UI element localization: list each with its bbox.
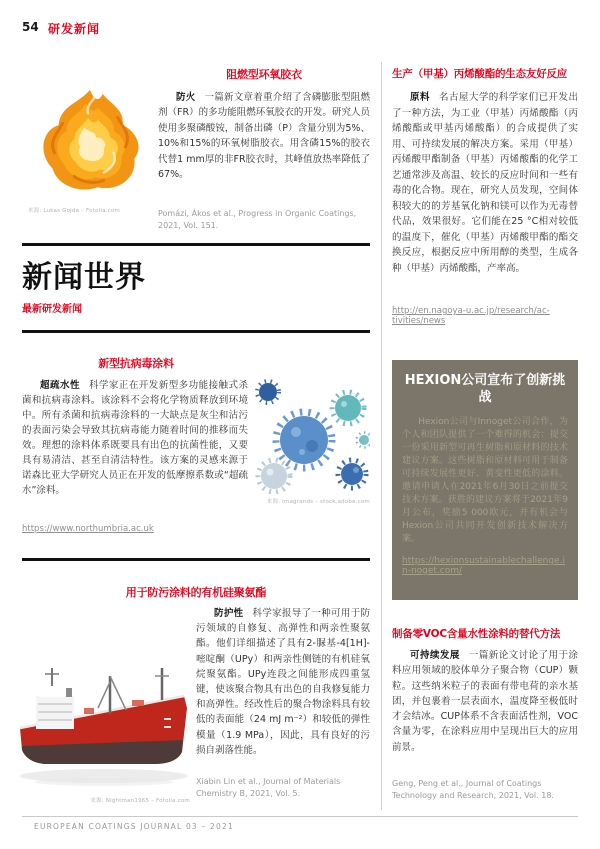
- page-number: 54: [22, 20, 39, 34]
- article-voc-citation: Geng, Peng et al., Journal of Coatings Technology and Research, 2021, Vol. 18.: [392, 779, 554, 800]
- article-silicone-title: 用于防污涂料的有机硅聚氨酯: [125, 586, 267, 599]
- article-silicone-lead: 防护性: [214, 608, 244, 619]
- masthead-rule-top: [22, 243, 370, 246]
- article-antiviral-lead: 超疏水性: [40, 380, 80, 391]
- article-flame-citation: Pomázi, Ákos et al., Progress in Organic Coatings, 2021, Vol. 151.: [158, 209, 357, 230]
- article-antiviral-body: [22, 378, 248, 498]
- footer-journal-label: EUROPEAN COATINGS JOURNAL 03 – 2021: [34, 822, 234, 831]
- article-acrylates-body: [392, 90, 578, 276]
- flame-image: [26, 84, 154, 202]
- masthead-rule-bottom: [22, 330, 370, 333]
- hexion-challenge-box: [392, 360, 578, 600]
- hexion-box-title: HEXION公司宣布了创新挑战: [404, 373, 566, 405]
- ship-image: [14, 642, 190, 792]
- article-acrylates-title: 生产（甲基）丙烯酸酯的生态友好反应: [392, 68, 568, 80]
- column-divider: [381, 62, 382, 810]
- article-voc-title: 制备零VOC含量水性涂料的替代方法: [392, 628, 561, 640]
- ship-image-credit: 来源: Nightman1965 – Fotolia.com: [90, 798, 190, 804]
- article-acrylates-text: 名古屋大学的科学家们已开发出了一种方法，为工业（甲基）丙烯酸酯（丙烯酸酯或甲基丙烯酸酯）的合成提供了实用、可持续发展的解决方案。采用（甲基）丙烯酸甲酯制备（甲基）丙烯酸酯的化学工艺通常涉及高温、较长的反应时间和一些有毒的化合物。现在，研究人员发现，空间体积较大的的芳基氧化钠和镁可以作为无毒替代品，效果很好。它们能在25 °C相对较低的温度下，催化（甲基）丙烯酸甲酯的酯交换反应，根据反应中所用醇的类型，生成各种（甲基）丙烯酸酯，产率高。: [392, 92, 578, 274]
- flame-image-credit: 来源: Lukas Gojda – Fotolia.com: [28, 208, 120, 214]
- virus-image-credit: 来源: imagrands – stock.adobe.com: [266, 499, 370, 505]
- section-label: 研发新闻: [48, 22, 101, 36]
- article-flame-text: 一篇新文章着重介绍了含磷膨胀型阻燃剂（FR）的多功能阻燃环氧胶衣的开发。研究人员使用多聚磷酸铵，制备出磷（P）含量分别为5%、10%和15%的环氧树脂胶衣。用含磷15%的胶衣代替1 mm厚的非FR胶衣时，其峰值放热率降低了67%。: [158, 92, 370, 181]
- article-silicone-text: 科学家报导了一种可用于防污领域的自修复、高弹性和两亲性聚氨酯。他们详细描述了具有2-脲基-4[1H]-嘧啶酮（UPy）和两亲性侧链的有机硅氧烷聚氨酯。UPy连段之间能形成四重氢键，使该聚合物具有出色的自我修复能力和高弹性。经改性后的聚合物涂料具有较低的表面能（24 mJ m⁻²）和较低的弹性模量（1.9 MPa），因此，具有良好的污损自剥落性能。: [196, 608, 370, 756]
- article-divider-rule: [22, 558, 370, 561]
- article-silicone-citation: Xiabin Lin et al., Journal of Materials Chemistry B, 2021, Vol. 5.: [196, 777, 341, 798]
- masthead-title: 新闻世界: [22, 260, 146, 295]
- article-acrylates-lead: 原料: [410, 92, 430, 103]
- article-antiviral-text: 科学家正在开发新型多功能接触式杀菌和抗病毒涂料。该涂料不会将化学物质释放到环境中。所有杀菌和抗病毒涂料的一大缺点是灰尘和沾污的表面污染会导致其抗病毒能力随着时间的推移而失效。理想的涂料体系既要具有出色的抗菌性能，又要具有易清洁、甚至自清洁特性。该方案的灵感来源于诺森比亚大学研究人员正在开发的低摩擦系数或“超疏水”涂料。: [22, 380, 248, 496]
- article-antiviral-title: 新型抗病毒涂料: [98, 357, 174, 370]
- footer-rule: [22, 816, 578, 817]
- article-silicone-body: [196, 606, 370, 758]
- virus-image: [252, 378, 370, 494]
- article-flame-lead: 防火: [176, 92, 196, 103]
- article-voc-body: [392, 648, 578, 755]
- article-voc-text: 一篇新论文讨论了用于涂料应用领域的胶体单分子聚合物（CUP）颗粒。这些纳米粒子的表面有带电荷的亲水基团，并包裹着一层表面水，温度降至极低时才会结冰。CUP体系不含表面活性剂，VOC含量为零，在涂料应用中呈现出巨大的应用前景。: [392, 650, 578, 753]
- article-flame-body: [158, 90, 370, 182]
- masthead-subtitle: 最新研发新闻: [22, 304, 82, 315]
- acrylates-article-link[interactable]: http://en.nagoya-u.ac.jp/research/ac-tivities/news: [392, 306, 550, 326]
- article-voc-lead: 可持续发展: [410, 650, 460, 661]
- hexion-challenge-link[interactable]: https://hexionsustainablechallenge.in-noget.com/: [402, 555, 565, 576]
- article-flame-title: 阻燃型环氧胶衣: [226, 68, 302, 81]
- hexion-box-text: Hexion公司与Innoget公司合作，为个人和团队提供了一个难得的机会：提交一份采用新型可再生树脂和原材料的技术建议方案。这些树脂和原材料可用于制备可持续发展性更好、黄变性更低的涂料。邀请申请人在2021年6月30日之前提交技术方案。获胜的建议方案将于2021年9月公布，奖励5 000欧元，并有机会与Hexion公司共同开发创新技术解决方案。: [402, 416, 568, 544]
- antiviral-article-link[interactable]: https://www.northumbria.ac.uk: [22, 524, 154, 534]
